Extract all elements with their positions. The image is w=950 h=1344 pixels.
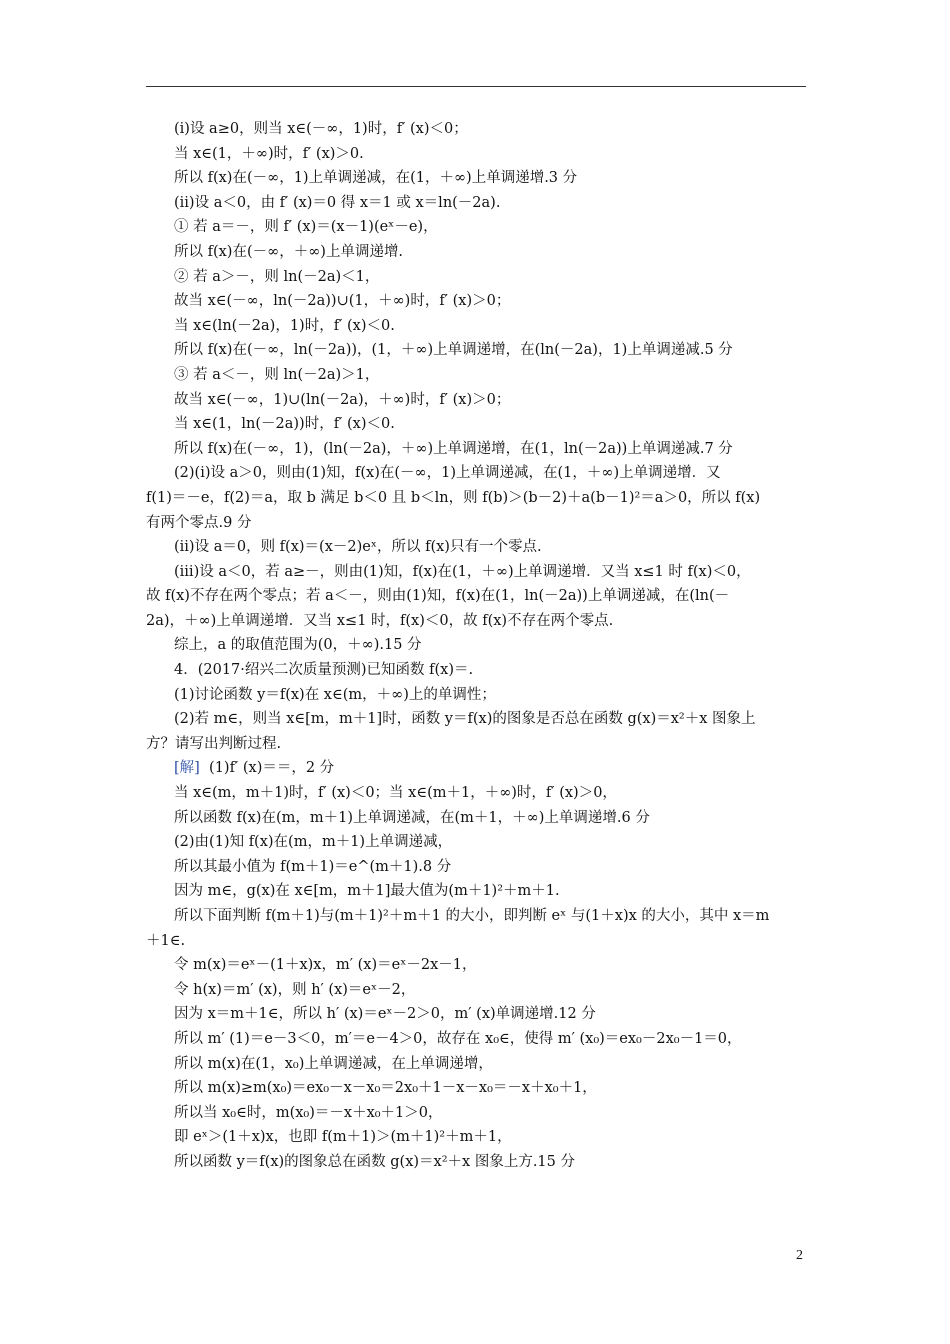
text-line bbox=[146, 1101, 808, 1126]
text-line bbox=[146, 781, 808, 806]
text-line bbox=[146, 240, 808, 265]
text-line bbox=[146, 142, 808, 167]
text-line-content: 所以 m(x)在(1，x₀)上单调递减，在上单调递增， bbox=[174, 1055, 493, 1072]
text-line-content: 方？请写出判断过程. bbox=[146, 735, 282, 752]
text-line-content: ＋1∈. bbox=[146, 932, 186, 949]
text-line-content: 令 h(x)＝m′ (x)，则 h′ (x)＝eˣ－2， bbox=[174, 981, 416, 998]
text-line bbox=[146, 609, 808, 634]
text-line-content: (1)f′ (x)＝＝，2 分 bbox=[209, 760, 335, 777]
text-line bbox=[146, 633, 808, 658]
text-line-content: 故当 x∈(－∞，ln(－2a))∪(1，＋∞)时，f′ (x)＞0； bbox=[174, 293, 511, 310]
text-line-content: 有两个零点.9 分 bbox=[146, 514, 252, 531]
text-line bbox=[146, 117, 808, 142]
text-line-content: 所以 f(x)在(－∞，1)，(ln(－2a)，＋∞)上单调递增，在(1，ln(－2a))上单调递减.7 分 bbox=[174, 440, 733, 457]
text-line bbox=[146, 314, 808, 339]
text-line-content: 故 f(x)不存在两个零点；若 a＜－，则由(1)知，f(x)在(1，ln(－2a))上单调递减，在(ln(－ bbox=[146, 588, 730, 605]
text-line bbox=[146, 265, 808, 290]
text-line bbox=[146, 461, 808, 486]
text-line-content: (2)若 m∈，则当 x∈[m，m＋1]时，函数 y＝f(x)的图象是否总在函数 g(x)＝x²＋x 图象上 bbox=[174, 711, 756, 728]
text-line bbox=[146, 978, 808, 1003]
text-line bbox=[146, 1052, 808, 1077]
text-line-content: 所以其最小值为 f(m＋1)＝e^(m＋1).8 分 bbox=[174, 858, 452, 875]
text-line-content: 所以 m(x)≥m(x₀)＝ex₀－x－x₀＝2x₀＋1－x－x₀＝－x＋x₀＋1， bbox=[174, 1080, 597, 1097]
text-line bbox=[146, 1125, 808, 1150]
text-line bbox=[146, 511, 808, 536]
text-line-content: 令 m(x)＝eˣ－(1＋x)x，m′ (x)＝eˣ－2x－1， bbox=[174, 957, 477, 974]
text-line-content: 所以 f(x)在(－∞，1)上单调递减，在(1，＋∞)上单调递增.3 分 bbox=[174, 170, 578, 187]
text-line-content: 当 x∈(1，＋∞)时，f′ (x)＞0. bbox=[174, 145, 364, 162]
text-line bbox=[146, 584, 808, 609]
text-line bbox=[146, 363, 808, 388]
text-line-content: 所以 f(x)在(－∞，ln(－2a))，(1，＋∞)上单调递增，在(ln(－2a)，1)上单调递减.5 分 bbox=[174, 342, 733, 359]
text-line-content: 所以 m′ (1)＝e－3＜0，m′＝e－4＞0，故存在 x₀∈，使得 m′ (x₀)＝ex₀－2x₀－1＝0， bbox=[174, 1030, 742, 1047]
text-line bbox=[146, 830, 808, 855]
text-line-content: 当 x∈(m，m＋1)时，f′ (x)＜0；当 x∈(m＋1，＋∞)时，f′ (x)＞0， bbox=[174, 785, 617, 802]
text-line bbox=[146, 560, 808, 585]
text-line bbox=[146, 1150, 808, 1175]
text-line-content: 2a)，＋∞)上单调递增．又当 x≤1 时，f(x)＜0，故 f(x)不存在两个零点. bbox=[146, 612, 614, 629]
text-line-content: (ⅲ)设 a＜0，若 a≥－，则由(1)知，f(x)在(1，＋∞)上单调递增．又当 x≤1 时 f(x)＜0， bbox=[174, 563, 751, 580]
text-line bbox=[146, 707, 808, 732]
document-body bbox=[146, 117, 808, 1175]
text-line bbox=[146, 953, 808, 978]
text-line bbox=[146, 215, 808, 240]
page-number: 2 bbox=[796, 1248, 803, 1263]
text-line-content: 所以当 x₀∈时，m(x₀)＝－x＋x₀＋1＞0， bbox=[174, 1104, 443, 1121]
text-line-content: ③ 若 a＜－，则 ln(－2a)＞1， bbox=[174, 366, 380, 383]
text-line-content: (ⅰ)设 a≥0，则当 x∈(－∞，1)时，f′ (x)＜0； bbox=[174, 121, 468, 137]
text-line-content: 4．(2017·绍兴二次质量预测)已知函数 f(x)＝. bbox=[174, 662, 474, 679]
text-line bbox=[146, 879, 808, 904]
text-line bbox=[146, 437, 808, 462]
text-line-content: 所以 f(x)在(－∞，＋∞)上单调递增. bbox=[174, 243, 404, 260]
text-line bbox=[146, 929, 808, 954]
text-line bbox=[146, 191, 808, 216]
text-line-content: (2)(ⅰ)设 a＞0，则由(1)知，f(x)在(－∞，1)上单调递减，在(1，＋∞)上单调递增．又 bbox=[174, 465, 721, 482]
text-line bbox=[146, 166, 808, 191]
text-line bbox=[146, 756, 808, 781]
text-line-content: 综上，a 的取值范围为(0，＋∞).15 分 bbox=[174, 637, 422, 654]
header-rule bbox=[146, 86, 806, 87]
text-line bbox=[146, 412, 808, 437]
text-line-content: (ⅱ)设 a＝0，则 f(x)＝(x－2)eˣ，所以 f(x)只有一个零点. bbox=[174, 539, 542, 556]
text-line-content: 因为 m∈，g(x)在 x∈[m，m＋1]最大值为(m＋1)²＋m＋1. bbox=[174, 883, 560, 900]
text-line-content: 即 eˣ＞(1＋x)x，也即 f(m＋1)＞(m＋1)²＋m＋1， bbox=[174, 1129, 512, 1146]
text-line bbox=[146, 683, 808, 708]
text-line bbox=[146, 732, 808, 757]
text-line bbox=[146, 658, 808, 683]
text-line bbox=[146, 1027, 808, 1052]
text-line-content: 所以下面判断 f(m＋1)与(m＋1)²＋m＋1 的大小，即判断 eˣ 与(1＋x)x 的大小，其中 x＝m bbox=[174, 908, 770, 924]
text-line-content: (1)讨论函数 y＝f(x)在 x∈(m，＋∞)上的单调性； bbox=[174, 686, 496, 703]
text-line-content: (2)由(1)知 f(x)在(m，m＋1)上单调递减， bbox=[174, 834, 453, 851]
text-line bbox=[146, 1002, 808, 1027]
text-line-content: (ⅱ)设 a＜0，由 f′ (x)＝0 得 x＝1 或 x＝ln(－2a). bbox=[174, 194, 501, 211]
text-line bbox=[146, 388, 808, 413]
text-line bbox=[146, 289, 808, 314]
text-line-content: ① 若 a＝－，则 f′ (x)＝(x－1)(eˣ－e)， bbox=[174, 219, 438, 236]
text-line bbox=[146, 1076, 808, 1101]
text-line bbox=[146, 904, 808, 929]
text-line-content: 当 x∈(ln(－2a)，1)时，f′ (x)＜0. bbox=[174, 317, 395, 334]
text-line-content: 所以函数 y＝f(x)的图象总在函数 g(x)＝x²＋x 图象上方.15 分 bbox=[174, 1153, 575, 1170]
text-line-content: 所以函数 f(x)在(m，m＋1)上单调递减，在(m＋1，＋∞)上单调递增.6 分 bbox=[174, 809, 650, 826]
text-line bbox=[146, 806, 808, 831]
solution-tag: [解] bbox=[174, 760, 200, 777]
text-line-content: 当 x∈(1，ln(－2a))时，f′ (x)＜0. bbox=[174, 416, 395, 433]
text-line-content: 故当 x∈(－∞，1)∪(ln(－2a)，＋∞)时，f′ (x)＞0； bbox=[174, 391, 511, 408]
text-line bbox=[146, 486, 808, 511]
text-line bbox=[146, 338, 808, 363]
text-line-content: f(1)＝－e，f(2)＝a，取 b 满足 b＜0 且 b＜ln，则 f(b)＞(b－2)＋a(b－1)²＝a＞0，所以 f(x) bbox=[146, 489, 761, 506]
text-line bbox=[146, 855, 808, 880]
text-line bbox=[146, 535, 808, 560]
text-line-content: ② 若 a＞－，则 ln(－2a)＜1， bbox=[174, 268, 380, 285]
text-line-content: 因为 x＝m＋1∈，所以 h′ (x)＝eˣ－2＞0，m′ (x)单调递增.12 分 bbox=[174, 1006, 596, 1023]
